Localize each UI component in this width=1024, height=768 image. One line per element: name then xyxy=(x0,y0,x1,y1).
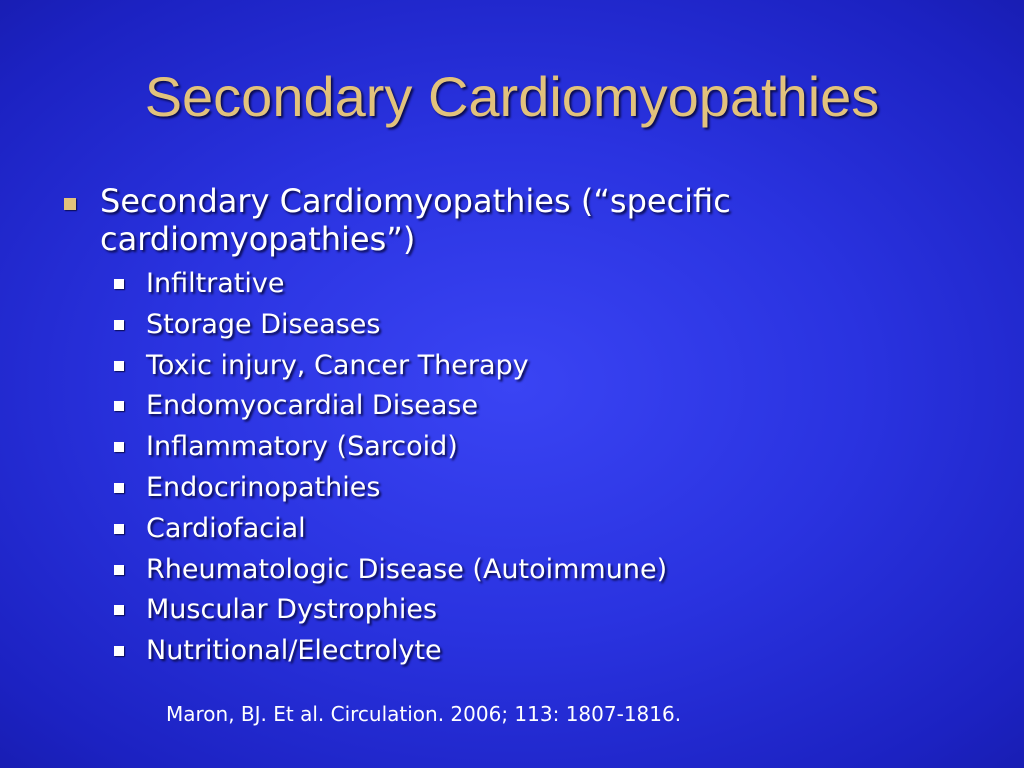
sub-bullet-item xyxy=(114,305,814,346)
square-bullet-icon xyxy=(114,279,124,289)
sub-bullet-text: Rheumatologic Disease (Autoimmune) xyxy=(146,553,668,585)
sub-bullet-list xyxy=(114,264,814,672)
sub-bullet-text: Endomyocardial Disease xyxy=(146,390,479,422)
square-bullet-icon xyxy=(64,198,76,210)
square-bullet-icon xyxy=(114,483,124,493)
square-bullet-icon xyxy=(114,361,124,371)
square-bullet-icon xyxy=(114,524,124,534)
sub-bullet-item xyxy=(114,631,814,672)
sub-bullet-text: Nutritional/Electrolyte xyxy=(146,635,442,667)
sub-bullet-text: Endocrinopathies xyxy=(146,471,381,503)
sub-bullet-item xyxy=(114,590,814,631)
main-bullet-text: Secondary Cardiomyopathies (“specific cardiomyopathies”) xyxy=(100,182,731,258)
square-bullet-icon xyxy=(114,646,124,656)
square-bullet-icon xyxy=(114,320,124,330)
square-bullet-icon xyxy=(114,605,124,615)
sub-bullet-text: Toxic injury, Cancer Therapy xyxy=(146,349,529,381)
citation: Maron, BJ. Et al. Circulation. 2006; 113: 1807-1816. xyxy=(166,702,682,726)
sub-bullet-text: Muscular Dystrophies xyxy=(146,594,438,626)
sub-bullet-item xyxy=(114,346,814,387)
sub-bullet-item xyxy=(114,468,814,509)
square-bullet-icon xyxy=(114,565,124,575)
square-bullet-icon xyxy=(114,401,124,411)
sub-bullet-item xyxy=(114,509,814,550)
sub-bullet-text: Infiltrative xyxy=(146,268,285,299)
slide-title: Secondary Cardiomyopathies xyxy=(144,65,880,128)
sub-bullet-item xyxy=(114,427,814,468)
sub-bullet-item xyxy=(114,386,814,427)
sub-bullet-item xyxy=(114,264,814,305)
sub-bullet-item xyxy=(114,550,814,591)
sub-bullet-text: Inflammatory (Sarcoid) xyxy=(146,431,458,463)
square-bullet-icon xyxy=(114,442,124,452)
sub-bullet-text: Cardiofacial xyxy=(146,512,306,544)
sub-bullet-text: Storage Diseases xyxy=(146,308,381,340)
